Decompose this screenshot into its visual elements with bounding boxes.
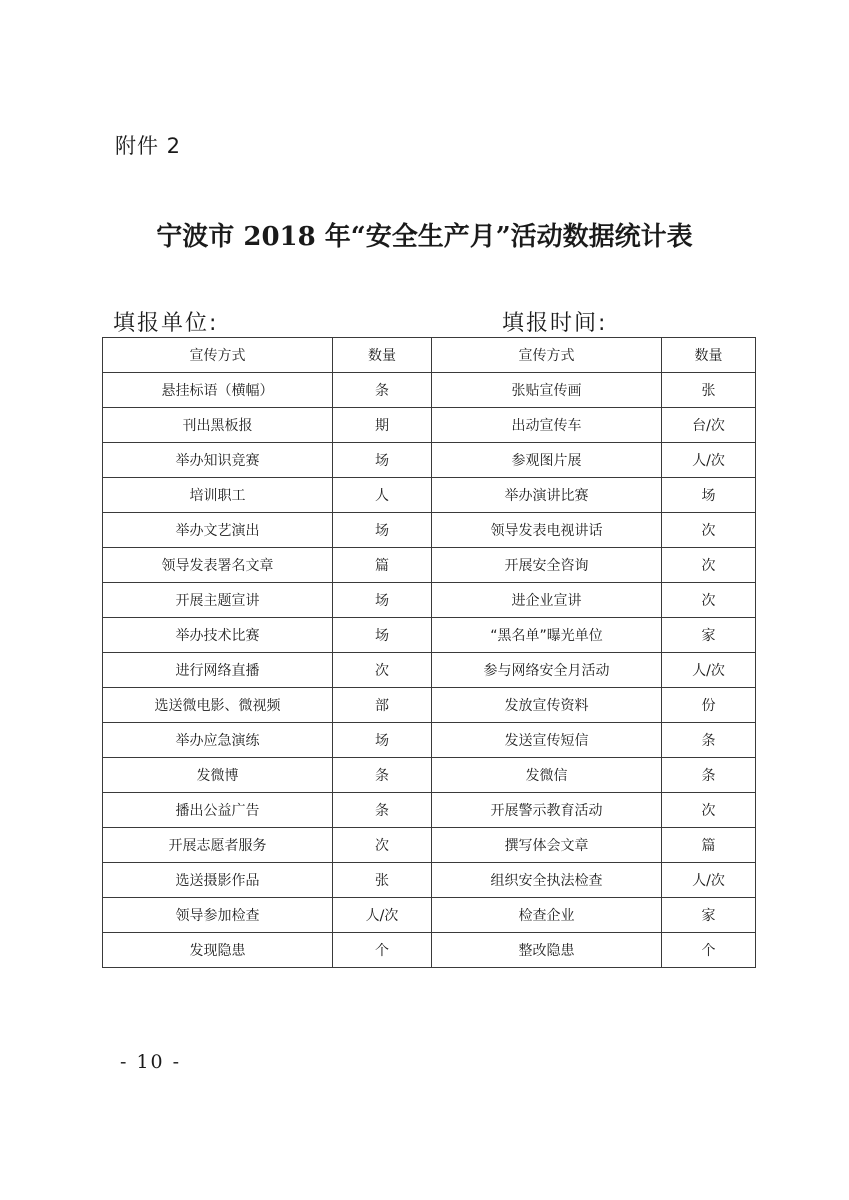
cell-method-right: 整改隐患 xyxy=(432,933,662,968)
cell-method-left: 领导发表署名文章 xyxy=(103,548,333,583)
cell-unit-left: 场 xyxy=(333,513,432,548)
cell-method-right: 发放宣传资料 xyxy=(432,688,662,723)
cell-unit-left: 条 xyxy=(333,793,432,828)
cell-unit-right: 人/次 xyxy=(662,443,756,478)
cell-method-right: 进企业宣讲 xyxy=(432,583,662,618)
table-row xyxy=(103,828,756,863)
statistics-table xyxy=(102,337,756,968)
cell-unit-right: 场 xyxy=(662,478,756,513)
cell-method-left: 选送微电影、微视频 xyxy=(103,688,333,723)
cell-method-right: “黑名单”曝光单位 xyxy=(432,618,662,653)
cell-method-left: 培训职工 xyxy=(103,478,333,513)
cell-unit-right: 人/次 xyxy=(662,863,756,898)
cell-method-left: 进行网络直播 xyxy=(103,653,333,688)
cell-method-right: 领导发表电视讲话 xyxy=(432,513,662,548)
table-row xyxy=(103,653,756,688)
cell-unit-left: 人 xyxy=(333,478,432,513)
cell-unit-left: 场 xyxy=(333,723,432,758)
cell-method-left: 领导参加检查 xyxy=(103,898,333,933)
cell-unit-left: 次 xyxy=(333,653,432,688)
table-row xyxy=(103,688,756,723)
cell-method-left: 播出公益广告 xyxy=(103,793,333,828)
table-row xyxy=(103,478,756,513)
cell-unit-left: 场 xyxy=(333,618,432,653)
cell-method-right: 撰写体会文章 xyxy=(432,828,662,863)
header-quantity-1: 数量 xyxy=(333,338,432,373)
cell-unit-right: 个 xyxy=(662,933,756,968)
cell-unit-left: 部 xyxy=(333,688,432,723)
cell-unit-right: 家 xyxy=(662,898,756,933)
table-row xyxy=(103,583,756,618)
cell-unit-right: 份 xyxy=(662,688,756,723)
cell-method-right: 开展警示教育活动 xyxy=(432,793,662,828)
table-row xyxy=(103,618,756,653)
cell-method-left: 开展志愿者服务 xyxy=(103,828,333,863)
table-row xyxy=(103,863,756,898)
cell-method-left: 发现隐患 xyxy=(103,933,333,968)
cell-method-right: 参与网络安全月活动 xyxy=(432,653,662,688)
cell-method-right: 组织安全执法检查 xyxy=(432,863,662,898)
cell-unit-right: 条 xyxy=(662,758,756,793)
cell-method-right: 开展安全咨询 xyxy=(432,548,662,583)
table-header-row xyxy=(103,338,756,373)
cell-method-left: 发微博 xyxy=(103,758,333,793)
cell-unit-left: 场 xyxy=(333,443,432,478)
cell-method-right: 张贴宣传画 xyxy=(432,373,662,408)
header-quantity-2: 数量 xyxy=(662,338,756,373)
cell-method-left: 举办知识竞赛 xyxy=(103,443,333,478)
table-row xyxy=(103,793,756,828)
table-row xyxy=(103,548,756,583)
table-row xyxy=(103,443,756,478)
cell-method-right: 参观图片展 xyxy=(432,443,662,478)
cell-unit-right: 条 xyxy=(662,723,756,758)
cell-unit-right: 人/次 xyxy=(662,653,756,688)
cell-method-left: 举办文艺演出 xyxy=(103,513,333,548)
cell-method-right: 发微信 xyxy=(432,758,662,793)
cell-unit-left: 篇 xyxy=(333,548,432,583)
cell-method-left: 举办技术比赛 xyxy=(103,618,333,653)
cell-unit-left: 个 xyxy=(333,933,432,968)
cell-unit-right: 家 xyxy=(662,618,756,653)
cell-unit-left: 次 xyxy=(333,828,432,863)
cell-unit-right: 次 xyxy=(662,793,756,828)
table-row xyxy=(103,723,756,758)
document-title: 宁波市 2018 年“安全生产月”活动数据统计表 xyxy=(156,222,693,252)
table-row xyxy=(103,513,756,548)
cell-method-right: 举办演讲比赛 xyxy=(432,478,662,513)
cell-unit-right: 次 xyxy=(662,513,756,548)
cell-method-right: 检查企业 xyxy=(432,898,662,933)
table-row xyxy=(103,758,756,793)
cell-method-right: 出动宣传车 xyxy=(432,408,662,443)
cell-unit-left: 条 xyxy=(333,758,432,793)
cell-unit-left: 场 xyxy=(333,583,432,618)
cell-method-left: 刊出黑板报 xyxy=(103,408,333,443)
cell-unit-left: 条 xyxy=(333,373,432,408)
cell-method-right: 发送宣传短信 xyxy=(432,723,662,758)
table-row xyxy=(103,898,756,933)
attachment-label: 附件 2 xyxy=(115,134,182,158)
fill-unit-label: 填报单位: xyxy=(113,311,219,336)
table-row xyxy=(103,408,756,443)
cell-unit-left: 张 xyxy=(333,863,432,898)
cell-method-left: 举办应急演练 xyxy=(103,723,333,758)
table-body xyxy=(103,373,756,968)
cell-unit-right: 张 xyxy=(662,373,756,408)
cell-unit-right: 篇 xyxy=(662,828,756,863)
header-method-2: 宣传方式 xyxy=(432,338,662,373)
cell-method-left: 悬挂标语（横幅） xyxy=(103,373,333,408)
table-row xyxy=(103,933,756,968)
page-number: - 10 - xyxy=(120,1051,182,1073)
cell-method-left: 选送摄影作品 xyxy=(103,863,333,898)
cell-method-left: 开展主题宣讲 xyxy=(103,583,333,618)
cell-unit-left: 人/次 xyxy=(333,898,432,933)
cell-unit-right: 台/次 xyxy=(662,408,756,443)
table-row xyxy=(103,373,756,408)
fill-time-label: 填报时间: xyxy=(502,311,608,336)
cell-unit-right: 次 xyxy=(662,583,756,618)
cell-unit-right: 次 xyxy=(662,548,756,583)
header-method-1: 宣传方式 xyxy=(103,338,333,373)
cell-unit-left: 期 xyxy=(333,408,432,443)
